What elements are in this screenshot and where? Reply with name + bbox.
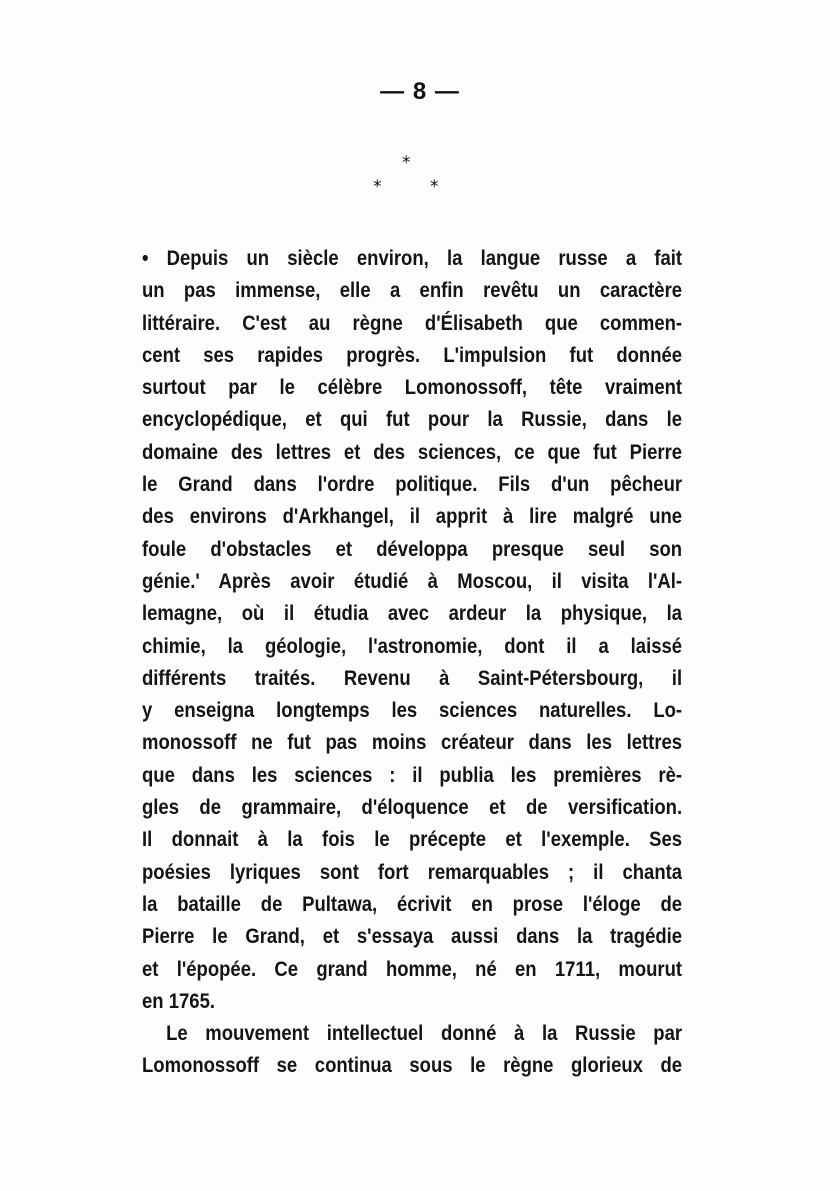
text-line: la bataille de Pultawa, écrivit en prose l'éloge de: [142, 891, 683, 916]
text-line: des environs d'Arkhangel, il apprit à lire malgré une: [142, 504, 683, 529]
text-line: littéraire. C'est au règne d'Élisabeth que commen-: [142, 310, 683, 335]
text-line: Le mouvement intellectuel donné à la Russie par: [166, 1021, 683, 1046]
text-line: monossoff ne fut pas moins créateur dans les lettres: [142, 730, 683, 755]
text-line: lemagne, où il étudia avec ardeur la physique, la: [142, 601, 683, 626]
text-line: Il donnait à la fois le précepte et l'exemple. Ses: [142, 827, 683, 852]
asterism-star-top: *: [402, 153, 411, 173]
text-line: que dans les sciences : il publia les premières rè-: [142, 762, 683, 787]
text-line: génie.' Après avoir étudié à Moscou, il visita l'Al-: [142, 568, 683, 593]
text-line: poésies lyriques sont fort remarquables ; il chanta: [142, 859, 683, 884]
text-line: un pas immense, elle a enfin revêtu un caractère: [142, 278, 683, 303]
text-line: chimie, la géologie, l'astronomie, dont il a laissé: [142, 633, 683, 658]
body-text: [142, 242, 682, 1082]
text-line: le Grand dans l'ordre politique. Fils d'un pêcheur: [142, 472, 683, 497]
text-line: encyclopédique, et qui fut pour la Russie, dans le: [142, 407, 683, 432]
text-line: différents traités. Revenu à Saint-Pétersbourg, il: [142, 665, 683, 690]
text-line: gles de grammaire, d'éloquence et de versification.: [142, 795, 683, 820]
text-line: cent ses rapides progrès. L'impulsion fut donnée: [142, 342, 683, 367]
text-line: en 1765.: [142, 988, 215, 1013]
text-line: Lomonossoff se continua sous le règne glorieux de: [142, 1053, 683, 1078]
text-line: domaine des lettres et des sciences, ce que fut Pierre: [142, 439, 683, 464]
paragraph-2: [142, 1017, 682, 1082]
text-line: • Depuis un siècle environ, la langue russe a fait: [142, 246, 683, 270]
asterism-ornament: [370, 155, 450, 199]
text-line: surtout par le célèbre Lomonossoff, tête vraiment: [142, 375, 683, 400]
text-line: foule d'obstacles et développa presque seul son: [142, 536, 683, 561]
asterism-star-left: *: [373, 177, 382, 197]
asterism-star-right: *: [430, 177, 439, 197]
text-line: Pierre le Grand, et s'essaya aussi dans la tragédie: [142, 924, 683, 949]
text-line: y enseigna longtemps les sciences naturelles. Lo-: [142, 698, 683, 723]
text-line: et l'épopée. Ce grand homme, né en 1711, mourut: [142, 956, 683, 981]
page-number: — 8 —: [380, 78, 460, 105]
paragraph-1: [142, 242, 682, 1017]
